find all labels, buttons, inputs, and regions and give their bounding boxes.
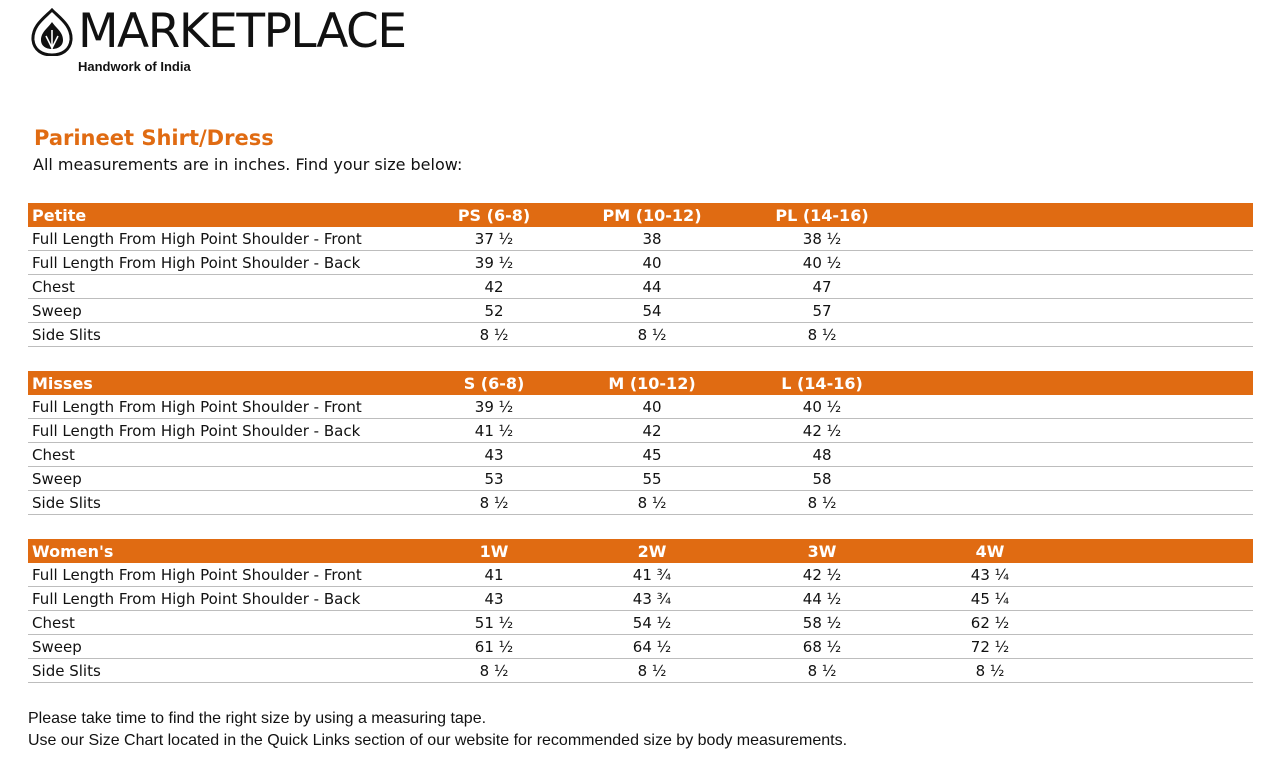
table-cell: 42 <box>642 422 662 440</box>
header-cell: 2W <box>637 542 667 561</box>
table-cell: 41 ½ <box>474 422 514 440</box>
footer-note-tape: Please take time to find the right size by using a measuring tape. <box>28 710 487 727</box>
size-table-petite <box>28 203 1253 347</box>
row-label: Full Length From High Point Shoulder - Front <box>32 230 362 248</box>
header-cell: 3W <box>807 542 837 561</box>
table-cell: 40 <box>642 254 662 272</box>
table-cell: 43 <box>484 446 504 464</box>
table-row <box>28 227 1253 251</box>
table-row <box>28 251 1253 275</box>
table-cell: 68 ½ <box>802 638 842 656</box>
header-cell: 4W <box>975 542 1005 561</box>
table-cell: 42 ½ <box>802 566 842 584</box>
table-cell: 8 ½ <box>975 662 1005 680</box>
table-row <box>28 635 1253 659</box>
row-label: Full Length From High Point Shoulder - Back <box>32 590 361 608</box>
row-label: Sweep <box>32 638 82 656</box>
table-cell: 8 ½ <box>637 662 667 680</box>
table-cell: 8 ½ <box>807 662 837 680</box>
table-cell: 44 <box>642 278 662 296</box>
table-cell: 8 ½ <box>479 662 509 680</box>
table-cell: 45 ¼ <box>970 590 1010 608</box>
table-cell: 54 ½ <box>632 614 672 632</box>
table-row <box>28 563 1253 587</box>
table-row <box>28 587 1253 611</box>
table-cell: 62 ½ <box>970 614 1010 632</box>
table-cell: 51 ½ <box>474 614 514 632</box>
table-row <box>28 659 1253 683</box>
row-label: Chest <box>32 278 75 296</box>
table-cell: 64 ½ <box>632 638 672 656</box>
footer-note-size-chart: Use our Size Chart located in the Quick Links section of our website for recommended size by body measurements. <box>28 732 848 749</box>
header-cell: M (10-12) <box>608 374 696 393</box>
table-cell: 54 <box>642 302 662 320</box>
header-cell: S (6-8) <box>463 374 525 393</box>
table-cell: 8 ½ <box>807 326 837 344</box>
row-label: Chest <box>32 614 75 632</box>
table-cell: 57 <box>812 302 832 320</box>
table-cell: 40 ½ <box>802 398 842 416</box>
table-row <box>28 299 1253 323</box>
table-row <box>28 443 1253 467</box>
table-cell: 72 ½ <box>970 638 1010 656</box>
header-cell: PL (14-16) <box>775 206 869 225</box>
table-cell: 61 ½ <box>474 638 514 656</box>
table-cell: 8 ½ <box>637 494 667 512</box>
row-label: Sweep <box>32 470 82 488</box>
table-cell: 43 ¾ <box>632 590 672 608</box>
table-cell: 40 ½ <box>802 254 842 272</box>
table-header <box>28 539 1253 563</box>
paisley-leaf-icon <box>30 8 74 56</box>
table-cell: 55 <box>642 470 662 488</box>
row-label: Full Length From High Point Shoulder - Back <box>32 422 361 440</box>
row-label: Full Length From High Point Shoulder - Back <box>32 254 361 272</box>
table-cell: 53 <box>484 470 504 488</box>
page-title: Parineet Shirt/Dress <box>34 126 274 150</box>
table-header <box>28 203 1253 227</box>
table-cell: 48 <box>812 446 832 464</box>
brand-tagline: Handwork of India <box>78 59 191 74</box>
row-label: Full Length From High Point Shoulder - Front <box>32 398 362 416</box>
table-cell: 44 ½ <box>802 590 842 608</box>
table-cell: 58 ½ <box>802 614 842 632</box>
header-cell: 1W <box>479 542 509 561</box>
table-cell: 8 ½ <box>637 326 667 344</box>
table-cell: 8 ½ <box>479 326 509 344</box>
table-row <box>28 491 1253 515</box>
brand-logo <box>30 4 410 74</box>
header-cell: L (14-16) <box>781 374 863 393</box>
table-cell: 39 ½ <box>474 398 514 416</box>
table-cell: 8 ½ <box>479 494 509 512</box>
row-label: Side Slits <box>32 494 101 512</box>
table-cell: 38 <box>642 230 662 248</box>
table-cell: 45 <box>642 446 662 464</box>
header-cell: Petite <box>32 206 87 225</box>
table-cell: 43 <box>484 590 504 608</box>
table-cell: 8 ½ <box>807 494 837 512</box>
table-cell: 42 <box>484 278 504 296</box>
header-cell: Misses <box>32 374 93 393</box>
table-cell: 52 <box>484 302 504 320</box>
table-row <box>28 419 1253 443</box>
table-row <box>28 323 1253 347</box>
table-cell: 43 ¼ <box>970 566 1010 584</box>
table-row <box>28 467 1253 491</box>
row-label: Sweep <box>32 302 82 320</box>
table-cell: 41 <box>484 566 504 584</box>
row-label: Chest <box>32 446 75 464</box>
table-cell: 40 <box>642 398 662 416</box>
brand-name: MARKETPLACE <box>78 4 406 59</box>
table-cell: 47 <box>812 278 832 296</box>
table-cell: 41 ¾ <box>632 566 672 584</box>
table-row <box>28 275 1253 299</box>
size-table-womens <box>28 539 1253 683</box>
header-cell: PM (10-12) <box>602 206 702 225</box>
table-cell: 39 ½ <box>474 254 514 272</box>
header-cell: Women's <box>32 542 114 561</box>
table-cell: 42 ½ <box>802 422 842 440</box>
table-cell: 38 ½ <box>802 230 842 248</box>
table-cell: 37 ½ <box>474 230 514 248</box>
row-label: Side Slits <box>32 326 101 344</box>
size-table-misses <box>28 371 1253 515</box>
table-header <box>28 371 1253 395</box>
row-label: Full Length From High Point Shoulder - Front <box>32 566 362 584</box>
table-row <box>28 611 1253 635</box>
row-label: Side Slits <box>32 662 101 680</box>
header-cell: PS (6-8) <box>457 206 531 225</box>
table-row <box>28 395 1253 419</box>
table-cell: 58 <box>812 470 832 488</box>
page-subtitle: All measurements are in inches. Find your size below: <box>33 155 463 174</box>
